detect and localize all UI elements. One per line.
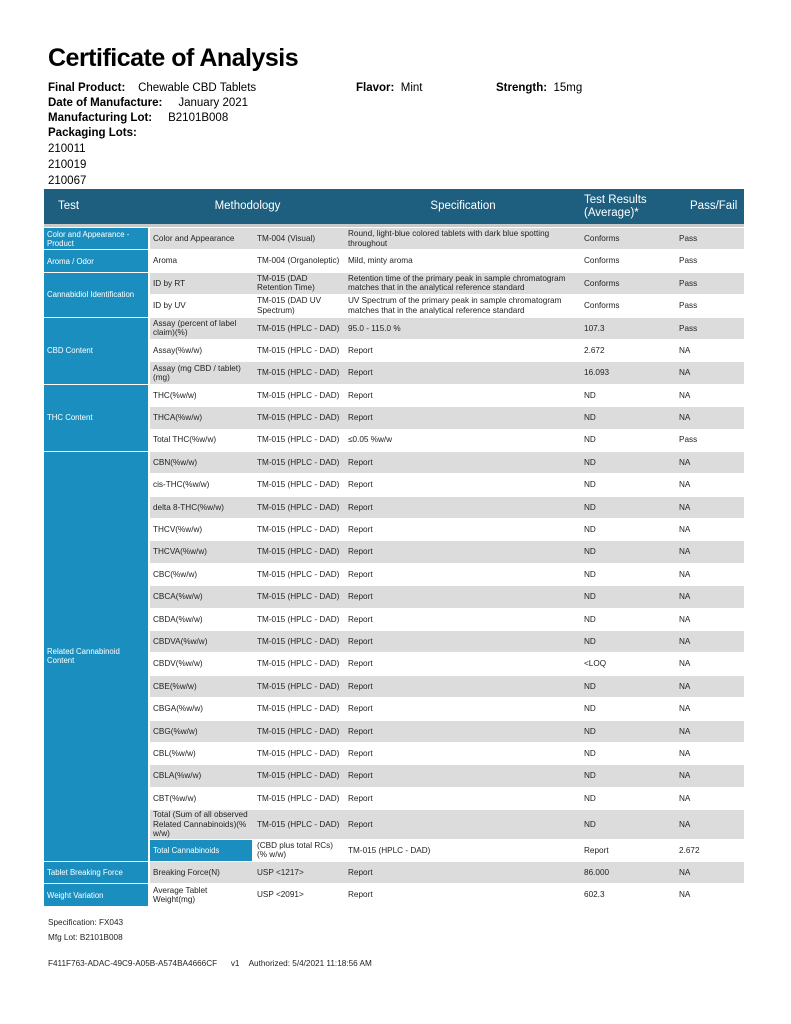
test-category-cell: Color and Appearance - Product — [44, 228, 150, 249]
footer-version: v1 — [230, 959, 240, 968]
flavor — [356, 81, 422, 96]
pass-fail-cell: NA — [679, 390, 691, 400]
pass-fail-cell: Pass — [679, 256, 698, 266]
table-row — [44, 452, 744, 473]
test-method-cell: TM-015 (HPLC - DAD) — [257, 748, 340, 758]
table-row — [44, 884, 744, 905]
specification-cell: Report — [345, 862, 581, 883]
specification-cell: Report — [348, 890, 373, 900]
result-cell: ND — [581, 586, 676, 607]
method-cell: CBG(%w/w) — [150, 721, 254, 742]
test-method-cell: TM-015 (HPLC - DAD) — [254, 497, 345, 518]
specification-cell: 95.0 - 115.0 % — [345, 318, 581, 339]
header-results-line1: Test Results — [584, 193, 647, 206]
specification-cell: Report — [345, 497, 581, 518]
specification-cell: Mild, minty aroma — [348, 256, 413, 266]
result-cell: ND — [584, 525, 596, 535]
packaging-label: Packaging Lots: — [48, 127, 137, 139]
pass-fail-cell: NA — [676, 452, 744, 473]
footer-authorized: Authorized: 5/4/2021 11:18:56 AM — [248, 959, 372, 968]
test-method-cell: TM-015 (HPLC - DAD) — [254, 541, 345, 562]
final-product-label: Final Product: — [48, 82, 126, 94]
result-cell: ND — [584, 793, 596, 803]
test-method-cell: TM-015 (HPLC - DAD) — [257, 480, 340, 490]
specification-cell: Report — [345, 407, 581, 428]
page-title: Certificate of Analysis — [48, 44, 299, 72]
test-method-cell: TM-015 (HPLC - DAD) — [257, 569, 340, 579]
result-cell: ND — [581, 631, 676, 652]
specification-cell: Report — [345, 631, 581, 652]
packaging-lot: 210011 — [48, 143, 86, 155]
test-method-cell: TM-015 (DAD Retention Time) — [254, 273, 345, 294]
pass-fail-cell: NA — [676, 631, 744, 652]
test-method-cell: TM-015 (HPLC - DAD) — [254, 407, 345, 428]
test-method-cell: TM-015 (HPLC - DAD) — [254, 810, 345, 839]
footer-specification: Specification: FX043 — [48, 918, 124, 927]
result-cell: ND — [581, 407, 676, 428]
test-method-cell: TM-015 (HPLC - DAD) — [254, 631, 345, 652]
method-cell: CBL(%w/w) — [153, 748, 196, 758]
result-cell: ND — [584, 748, 596, 758]
mfg-lot-label: Manufacturing Lot: — [48, 112, 153, 124]
test-method-cell: TM-004 (Organoleptic) — [257, 256, 340, 266]
test-method-cell: TM-015 (HPLC - DAD) — [254, 452, 345, 473]
method-cell: CBLA(%w/w) — [150, 765, 254, 786]
pass-fail-cell: NA — [679, 748, 691, 758]
method-cell: Total (Sum of all observed Related Cannabinoids)(% w/w) — [150, 810, 254, 839]
method-cell: Total THC(%w/w) — [153, 435, 217, 445]
method-cell: CBDV(%w/w) — [153, 659, 203, 669]
test-method-cell: TM-015 (HPLC - DAD) — [254, 362, 345, 383]
table-header-row — [44, 189, 744, 227]
method-cell: cis-THC(%w/w) — [153, 480, 210, 490]
method-cell: (CBD plus total RCs)(% w/w) — [257, 840, 333, 860]
date-value: January 2021 — [178, 97, 249, 109]
pass-fail-cell: NA — [679, 793, 691, 803]
pass-fail-cell: NA — [679, 704, 691, 714]
table-row — [44, 250, 744, 271]
test-method-cell: TM-015 (HPLC - DAD) — [254, 318, 345, 339]
table-row — [44, 862, 744, 883]
specification-cell: ≤0.05 %w/w — [348, 435, 393, 445]
specification-cell: Report — [348, 793, 373, 803]
test-method-cell: TM-015 (HPLC - DAD) — [257, 659, 340, 669]
method-cell: CBCA(%w/w) — [150, 586, 254, 607]
result-cell: 16.093 — [581, 362, 676, 383]
test-category-cell: Aroma / Odor — [44, 250, 150, 271]
result-cell: <LOQ — [584, 659, 607, 669]
specification-cell: Report — [348, 390, 373, 400]
result-cell: 86.000 — [581, 862, 676, 883]
method-cell: CBDVA(%w/w) — [150, 631, 254, 652]
pass-fail-cell: NA — [676, 362, 744, 383]
specification-cell: Report — [348, 614, 373, 624]
specification-cell: Report — [345, 586, 581, 607]
pass-fail-cell: NA — [679, 345, 691, 355]
manufacturing-lot — [48, 111, 228, 126]
method-cell: CBT(%w/w) — [153, 793, 197, 803]
result-cell: ND — [581, 765, 676, 786]
method-cell: Average Tablet Weight(mg) — [153, 885, 208, 905]
result-cell: Conforms — [581, 273, 676, 294]
test-method-cell: TM-015 (HPLC - DAD) — [257, 345, 340, 355]
specification-cell: Report — [584, 845, 609, 855]
result-cell: ND — [584, 435, 596, 445]
test-method-cell: TM-015 (DAD UV Spectrum) — [257, 296, 322, 315]
specification-cell: Retention time of the primary peak in sample chromatogram matches that in the analytical reference standard — [345, 273, 581, 294]
method-cell: Assay(%w/w) — [153, 345, 203, 355]
result-cell: 107.3 — [581, 318, 676, 339]
result-cell: ND — [581, 497, 676, 518]
header-test: Test — [44, 189, 150, 227]
header-test-results — [581, 189, 676, 227]
result-cell: ND — [581, 721, 676, 742]
method-cell: CBGA(%w/w) — [153, 704, 204, 714]
date-of-manufacture — [48, 96, 248, 111]
method-cell: delta 8-THC(%w/w) — [150, 497, 254, 518]
method-cell: Breaking Force(N) — [150, 862, 254, 883]
packaging-lots-heading — [48, 126, 137, 141]
footer-doc-id: F411F763-ADAC-49C9-A05B-A574BA4666CF — [48, 959, 218, 968]
table-row — [44, 228, 744, 249]
table-row — [44, 318, 744, 339]
result-cell: ND — [581, 541, 676, 562]
pass-fail-cell: NA — [676, 721, 744, 742]
specification-cell: Report — [348, 345, 373, 355]
pass-fail-cell: NA — [676, 765, 744, 786]
final-product-value: Chewable CBD Tablets — [138, 82, 257, 94]
method-cell: THCVA(%w/w) — [150, 541, 254, 562]
result-cell: ND — [581, 676, 676, 697]
result-cell: ND — [581, 810, 676, 839]
test-category-cell: Tablet Breaking Force — [44, 862, 150, 883]
result-cell: ND — [581, 452, 676, 473]
result-cell: ND — [584, 480, 596, 490]
test-category-cell: CBD Content — [44, 318, 150, 384]
method-cell: ID by UV — [153, 301, 186, 311]
result-cell: 2.672 — [679, 845, 700, 855]
method-cell: THCV(%w/w) — [153, 525, 203, 535]
pass-fail-cell: NA — [679, 890, 691, 900]
pass-fail-cell: NA — [679, 525, 691, 535]
test-method-cell: TM-015 (HPLC - DAD) — [254, 721, 345, 742]
test-method-cell: USP <2091> — [257, 890, 304, 900]
specification-cell: Report — [345, 810, 581, 839]
header-specification: Specification — [345, 189, 581, 227]
test-category-cell: Total Cannabinoids — [150, 840, 254, 861]
pass-fail-cell: NA — [676, 407, 744, 428]
method-cell: THCA(%w/w) — [150, 407, 254, 428]
result-cell: Conforms — [581, 228, 676, 249]
specification-cell: Report — [345, 765, 581, 786]
result-cell: Conforms — [584, 256, 620, 266]
pass-fail-cell: Pass — [676, 318, 744, 339]
pass-fail-cell: Pass — [679, 301, 698, 311]
pass-fail-cell: NA — [679, 614, 691, 624]
flavor-label: Flavor: — [356, 82, 395, 94]
test-method-cell: TM-015 (HPLC - DAD) — [257, 614, 340, 624]
header-methodology: Methodology — [150, 189, 345, 227]
final-product — [48, 81, 256, 96]
test-category-cell: Weight Variation — [44, 884, 150, 905]
method-cell: ID by RT — [150, 273, 254, 294]
flavor-value: Mint — [400, 82, 423, 94]
footer-document-line — [48, 959, 372, 968]
method-cell: THC(%w/w) — [153, 390, 197, 400]
method-cell: CBE(%w/w) — [150, 676, 254, 697]
specification-cell: Report — [348, 659, 373, 669]
test-method-cell: TM-015 (HPLC - DAD) — [254, 765, 345, 786]
specification-cell: Round, light-blue colored tablets with dark blue spotting throughout — [345, 228, 581, 249]
strength-label: Strength: — [496, 82, 548, 94]
result-cell: ND — [584, 390, 596, 400]
test-method-cell: TM-015 (HPLC - DAD) — [257, 704, 340, 714]
specification-cell: Report — [348, 525, 373, 535]
packaging-lot: 210019 — [48, 159, 87, 171]
method-cell: CBDA(%w/w) — [153, 614, 203, 624]
packaging-lot: 210067 — [48, 175, 87, 187]
pass-fail-cell: NA — [676, 862, 744, 883]
method-cell: CBC(%w/w) — [153, 569, 198, 579]
table-row — [44, 273, 744, 294]
specification-cell: Report — [345, 362, 581, 383]
table-body — [44, 228, 744, 906]
specification-cell: UV Spectrum of the primary peak in sample chromatogram matches that in the analytical reference standard — [348, 296, 562, 315]
pass-fail-cell: NA — [676, 541, 744, 562]
test-method-cell: TM-015 (HPLC - DAD) — [257, 793, 340, 803]
footer-mfg-lot: Mfg Lot: B2101B008 — [48, 933, 123, 942]
test-method-cell: TM-015 (HPLC - DAD) — [348, 845, 431, 855]
analysis-table — [44, 188, 744, 907]
pass-fail-cell: NA — [679, 569, 691, 579]
pass-fail-cell: NA — [679, 659, 691, 669]
test-category-cell: THC Content — [44, 385, 150, 451]
test-category-cell: Related Cannabinoid Content — [44, 452, 150, 861]
method-cell: Assay (mg CBD / tablet) (mg) — [150, 362, 254, 383]
method-cell: Assay (percent of label claim)(%) — [150, 318, 254, 339]
test-category-cell: Cannabidiol Identification — [44, 273, 150, 317]
test-method-cell: TM-015 (HPLC - DAD) — [254, 586, 345, 607]
result-cell: ND — [584, 569, 596, 579]
test-method-cell: USP <1217> — [254, 862, 345, 883]
specification-cell: Report — [348, 569, 373, 579]
pass-fail-cell: NA — [676, 586, 744, 607]
specification-cell: Report — [348, 480, 373, 490]
specification-cell: Report — [345, 452, 581, 473]
pass-fail-cell: NA — [676, 497, 744, 518]
strength — [496, 81, 582, 96]
specification-cell: Report — [348, 748, 373, 758]
strength-value: 15mg — [553, 82, 583, 94]
header-pass-fail: Pass/Fail — [676, 189, 744, 227]
date-label: Date of Manufacture: — [48, 97, 163, 109]
method-cell: Color and Appearance — [150, 228, 254, 249]
pass-fail-cell: Pass — [676, 228, 744, 249]
pass-fail-cell: NA — [676, 676, 744, 697]
specification-cell: Report — [345, 721, 581, 742]
test-method-cell: TM-015 (HPLC - DAD) — [257, 390, 340, 400]
result-cell: Conforms — [584, 301, 620, 311]
mfg-lot-value: B2101B008 — [168, 112, 229, 124]
pass-fail-cell: NA — [679, 480, 691, 490]
pass-fail-cell: Pass — [676, 273, 744, 294]
pass-fail-cell: Pass — [679, 435, 698, 445]
result-cell: 2.672 — [584, 345, 605, 355]
method-cell: Aroma — [153, 256, 178, 266]
pass-fail-cell: NA — [676, 810, 744, 839]
specification-cell: Report — [348, 704, 373, 714]
result-cell: ND — [584, 704, 596, 714]
test-method-cell: TM-015 (HPLC - DAD) — [257, 435, 340, 445]
test-method-cell: TM-004 (Visual) — [254, 228, 345, 249]
header-results-line2: (Average)* — [584, 206, 639, 219]
test-method-cell: TM-015 (HPLC - DAD) — [257, 525, 340, 535]
table-row — [44, 385, 744, 406]
packaging-lots-list — [48, 141, 86, 189]
result-cell: ND — [584, 614, 596, 624]
method-cell: CBN(%w/w) — [150, 452, 254, 473]
test-method-cell: TM-015 (HPLC - DAD) — [254, 676, 345, 697]
specification-cell: Report — [345, 541, 581, 562]
result-cell: 602.3 — [584, 890, 605, 900]
specification-cell: Report — [345, 676, 581, 697]
